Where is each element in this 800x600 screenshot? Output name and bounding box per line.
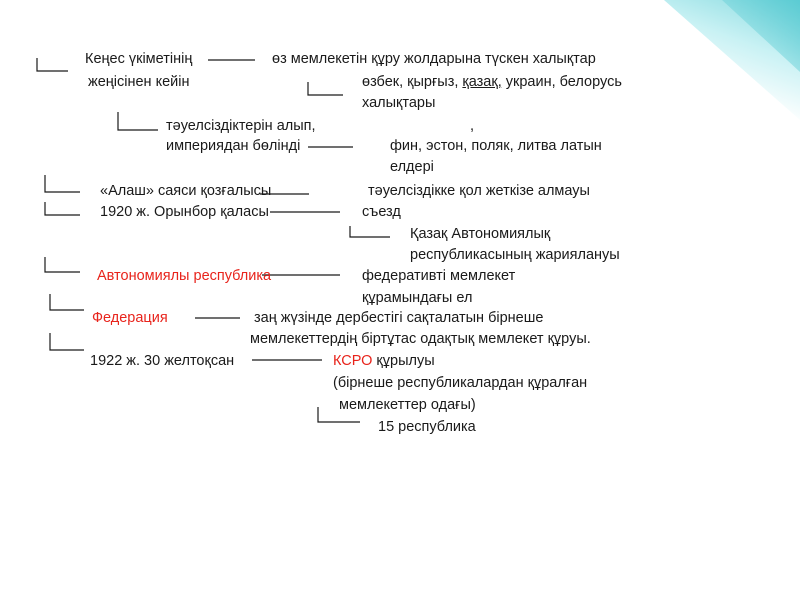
arrow-13 <box>50 294 84 310</box>
row13-left: Федерация <box>92 310 168 326</box>
row12-right: құрамындағы ел <box>362 290 473 306</box>
row10-right: республикасының жариялануы <box>410 247 620 263</box>
row1-right: өз мемлекетін құру жолдарына түскен халықтар <box>272 51 596 67</box>
arrow-10 <box>350 226 390 237</box>
row15-right-red: КСРО <box>333 353 373 369</box>
row2-right-a: өзбек, қырғыз, <box>362 74 463 90</box>
arrow-6 <box>45 175 80 192</box>
row7-left: «Алаш» саяси қозғалысы <box>100 183 272 199</box>
row14-right: мемлекеттердің біртұтас одақтық мемлекет құруы. <box>250 331 591 347</box>
arrow-4 <box>118 112 158 130</box>
row5-right: фин, эстон, поляк, литва латын <box>390 138 602 154</box>
row11-left: Автономиялы республика <box>97 268 272 284</box>
row2-right-c: украин, белорусь <box>501 74 622 90</box>
row3-right: халықтары <box>362 95 436 111</box>
row1-left: Кеңес үкіметінің <box>85 51 193 67</box>
row15-left: 1922 ж. 30 желтоқсан <box>90 353 235 369</box>
row4-comma: , <box>470 118 475 134</box>
arrow-15 <box>50 333 84 350</box>
row2-left: жеңісінен кейін <box>88 74 190 90</box>
arrow-1 <box>37 58 68 71</box>
arrow-3 <box>308 82 343 95</box>
row8-right: съезд <box>362 204 401 220</box>
row4-left: тәуелсіздіктерін алып, <box>166 118 316 134</box>
row17-right: мемлекеттер одағы) <box>339 397 476 413</box>
row5-left: империядан бөлінді <box>166 138 301 154</box>
row2-right <box>362 73 622 91</box>
row16-right: (бірнеше республикалардан құралған <box>333 375 588 391</box>
row9-right: Қазақ Автономиялық <box>410 226 551 242</box>
arrow-8 <box>45 202 80 215</box>
row6-right: елдері <box>390 159 434 175</box>
row15-right-b: құрылуы <box>372 353 435 369</box>
arrow-11 <box>45 257 80 272</box>
row18-right: 15 республика <box>378 419 476 435</box>
row7-right: тәуелсіздікке қол жеткізе алмауы <box>368 183 590 199</box>
row13-right: заң жүзінде дербестігі сақталатын бірнеше <box>254 310 544 326</box>
row15-right <box>333 352 435 370</box>
row8-left: 1920 ж. Орынбор қаласы <box>100 204 269 220</box>
row11-right: федеративті мемлекет <box>362 268 516 284</box>
row2-right-underlined: қазақ, <box>462 74 502 90</box>
